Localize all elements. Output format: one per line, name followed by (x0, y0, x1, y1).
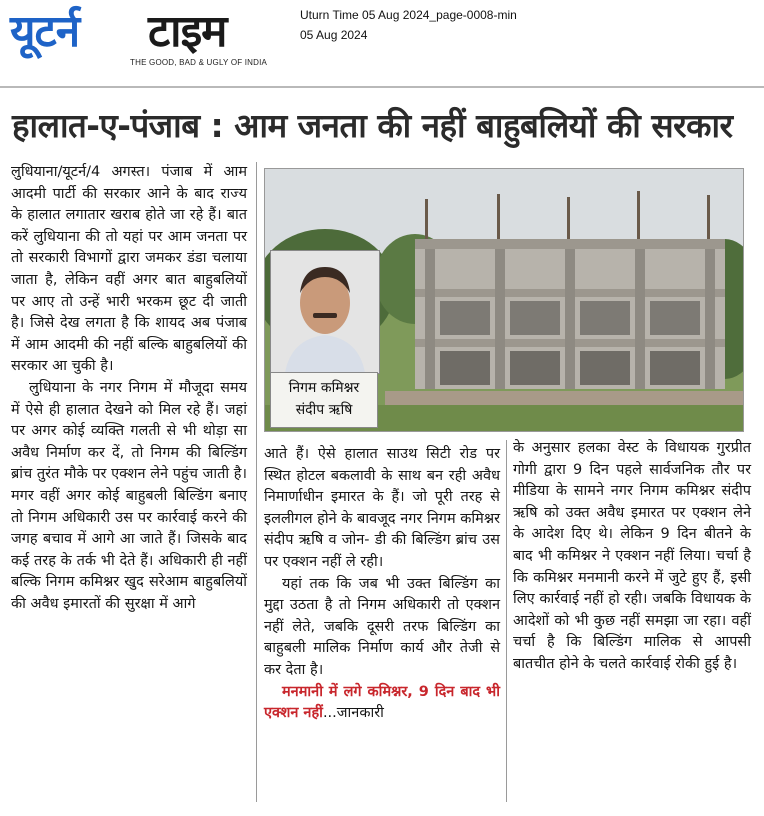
edition-title: Uturn Time 05 Aug 2024_page-0008-min (300, 8, 517, 22)
column-rule (256, 162, 257, 802)
masthead-divider (0, 86, 764, 88)
section-subheading: मनमानी में लगे कमिश्नर, 9 दिन बाद भी एक्शन नहीं (264, 683, 500, 722)
article-column-1 (11, 162, 247, 615)
masthead (0, 0, 764, 80)
paragraph-tail: ...जानकारी (322, 705, 384, 722)
logo-part-1: यूटर्न (10, 6, 80, 57)
paragraph: आते हैं। ऐसे हालात साउथ सिटी रोड पर स्थित होटल बकलावी के साथ बन रही अवैध निमार्णाधीन इमारत के हैं। जो पूरी तरह से इललीगल होने के बावजूद नगर निगम कमिश्नर संदीप ऋषि व जोन- डी की बिल्डिंग ब्रांच उस पर एक्शन नहीं ले रही। (264, 446, 500, 570)
edition-date: 05 Aug 2024 (300, 28, 368, 42)
caption-line-1: निगम कमिश्नर (288, 380, 360, 396)
portrait-illustration (271, 251, 379, 373)
article-column-2 (264, 444, 500, 725)
paragraph: यहां तक कि जब भी उक्त बिल्डिंग का मुद्दा उठता है तो निगम अधिकारी तो एक्शन नहीं लेते, जबकि दूसरी तरफ बिल्डिंग का बाहुबली मालिक निर्माण कार्य और तेजी से कर देता है। (264, 575, 500, 678)
article-column-3 (513, 438, 751, 676)
commissioner-portrait (270, 250, 380, 374)
paragraph: लुधियाना के नगर निगम में मौजूदा समय में ऐसे ही हालात देखने को मिल रहे हैं। जहां पर अगर कोई व्यक्ति गलती से भी थोड़ा सा अवैध निर्माण कर दें, तो निगम की बिल्डिंग ब्रांच तुरंत मौके पर एक्शन लेने पहुंच जाती है। मगर वहीं अगर कोई बाहुबली बिल्डिंग बनाए तो निगम अधिकारी उस पर कार्रवाई करने की जगह बचाव में आगे आ जाते हैं। जिसके बाद कई तरह के तर्क भी देते हैं। अधिकारी ही नहीं बल्कि निगम कमिश्नर खुद सरेआम बाहुबलियों की अवैध इमारतों की सुरक्षा में आगे (11, 379, 247, 612)
caption-line-2: संदीप ऋषि (295, 402, 353, 418)
logo-part-2: टाइम (148, 6, 227, 57)
column-rule (506, 440, 507, 802)
paragraph: लुधियाना/यूटर्न/4 अगस्त। पंजाब में आम आदमी पार्टी की सरकार आने के बाद राज्य के हालात लगातार खराब होते जा रहे हैं। बात करें लुधियाना की तो यहां पर आम जनता पर तो सरकारी विभागों द्वारा जमकर डंडा चलाया जाता है, लेकिन वहीं अगर बात बाहुबलियों पर आए तो उन्हें भारी भरकम छूट दी जाती है। जिसे देख लगता है कि शायद अब पंजाब में आम आदमी की नहीं बल्कि बाहुबलियों की सरकार आ चुकी है। (11, 164, 247, 375)
paragraph: के अनुसार हलका वेस्ट के विधायक गुरप्रीत गोगी द्वारा 9 दिन पहले सार्वजनिक तौर पर मीडिया के सामने नगर निगम कमिश्नर संदीप ऋषि को उक्त अवैध इमारत पर एक्शन लेने के आदेश दिए थे। लेकिन 9 दिन बीतने के बाद भी कमिश्नर ने एक्शन नहीं लिया। चर्चा है कि कमिश्नर मनमानी करने में जुटे हुए हैं, इसी लिए कार्रवाई नहीं हो रही। जबकि विधायक के आदेशों को भी कुछ नहीं समझा जा रहा। वहीं चर्चा है कि बिल्डिंग मालिक से आपसी बातचीत होने के चलते कार्रवाई रोकी हुई है। (513, 440, 751, 672)
logo-tagline: THE GOOD, BAD & UGLY OF INDIA (130, 58, 268, 67)
photo-caption (270, 372, 378, 428)
paragraph (264, 682, 500, 725)
article-headline: हालात-ए-पंजाब : आम जनता की नहीं बाहुबलियों की सरकार (12, 106, 733, 145)
